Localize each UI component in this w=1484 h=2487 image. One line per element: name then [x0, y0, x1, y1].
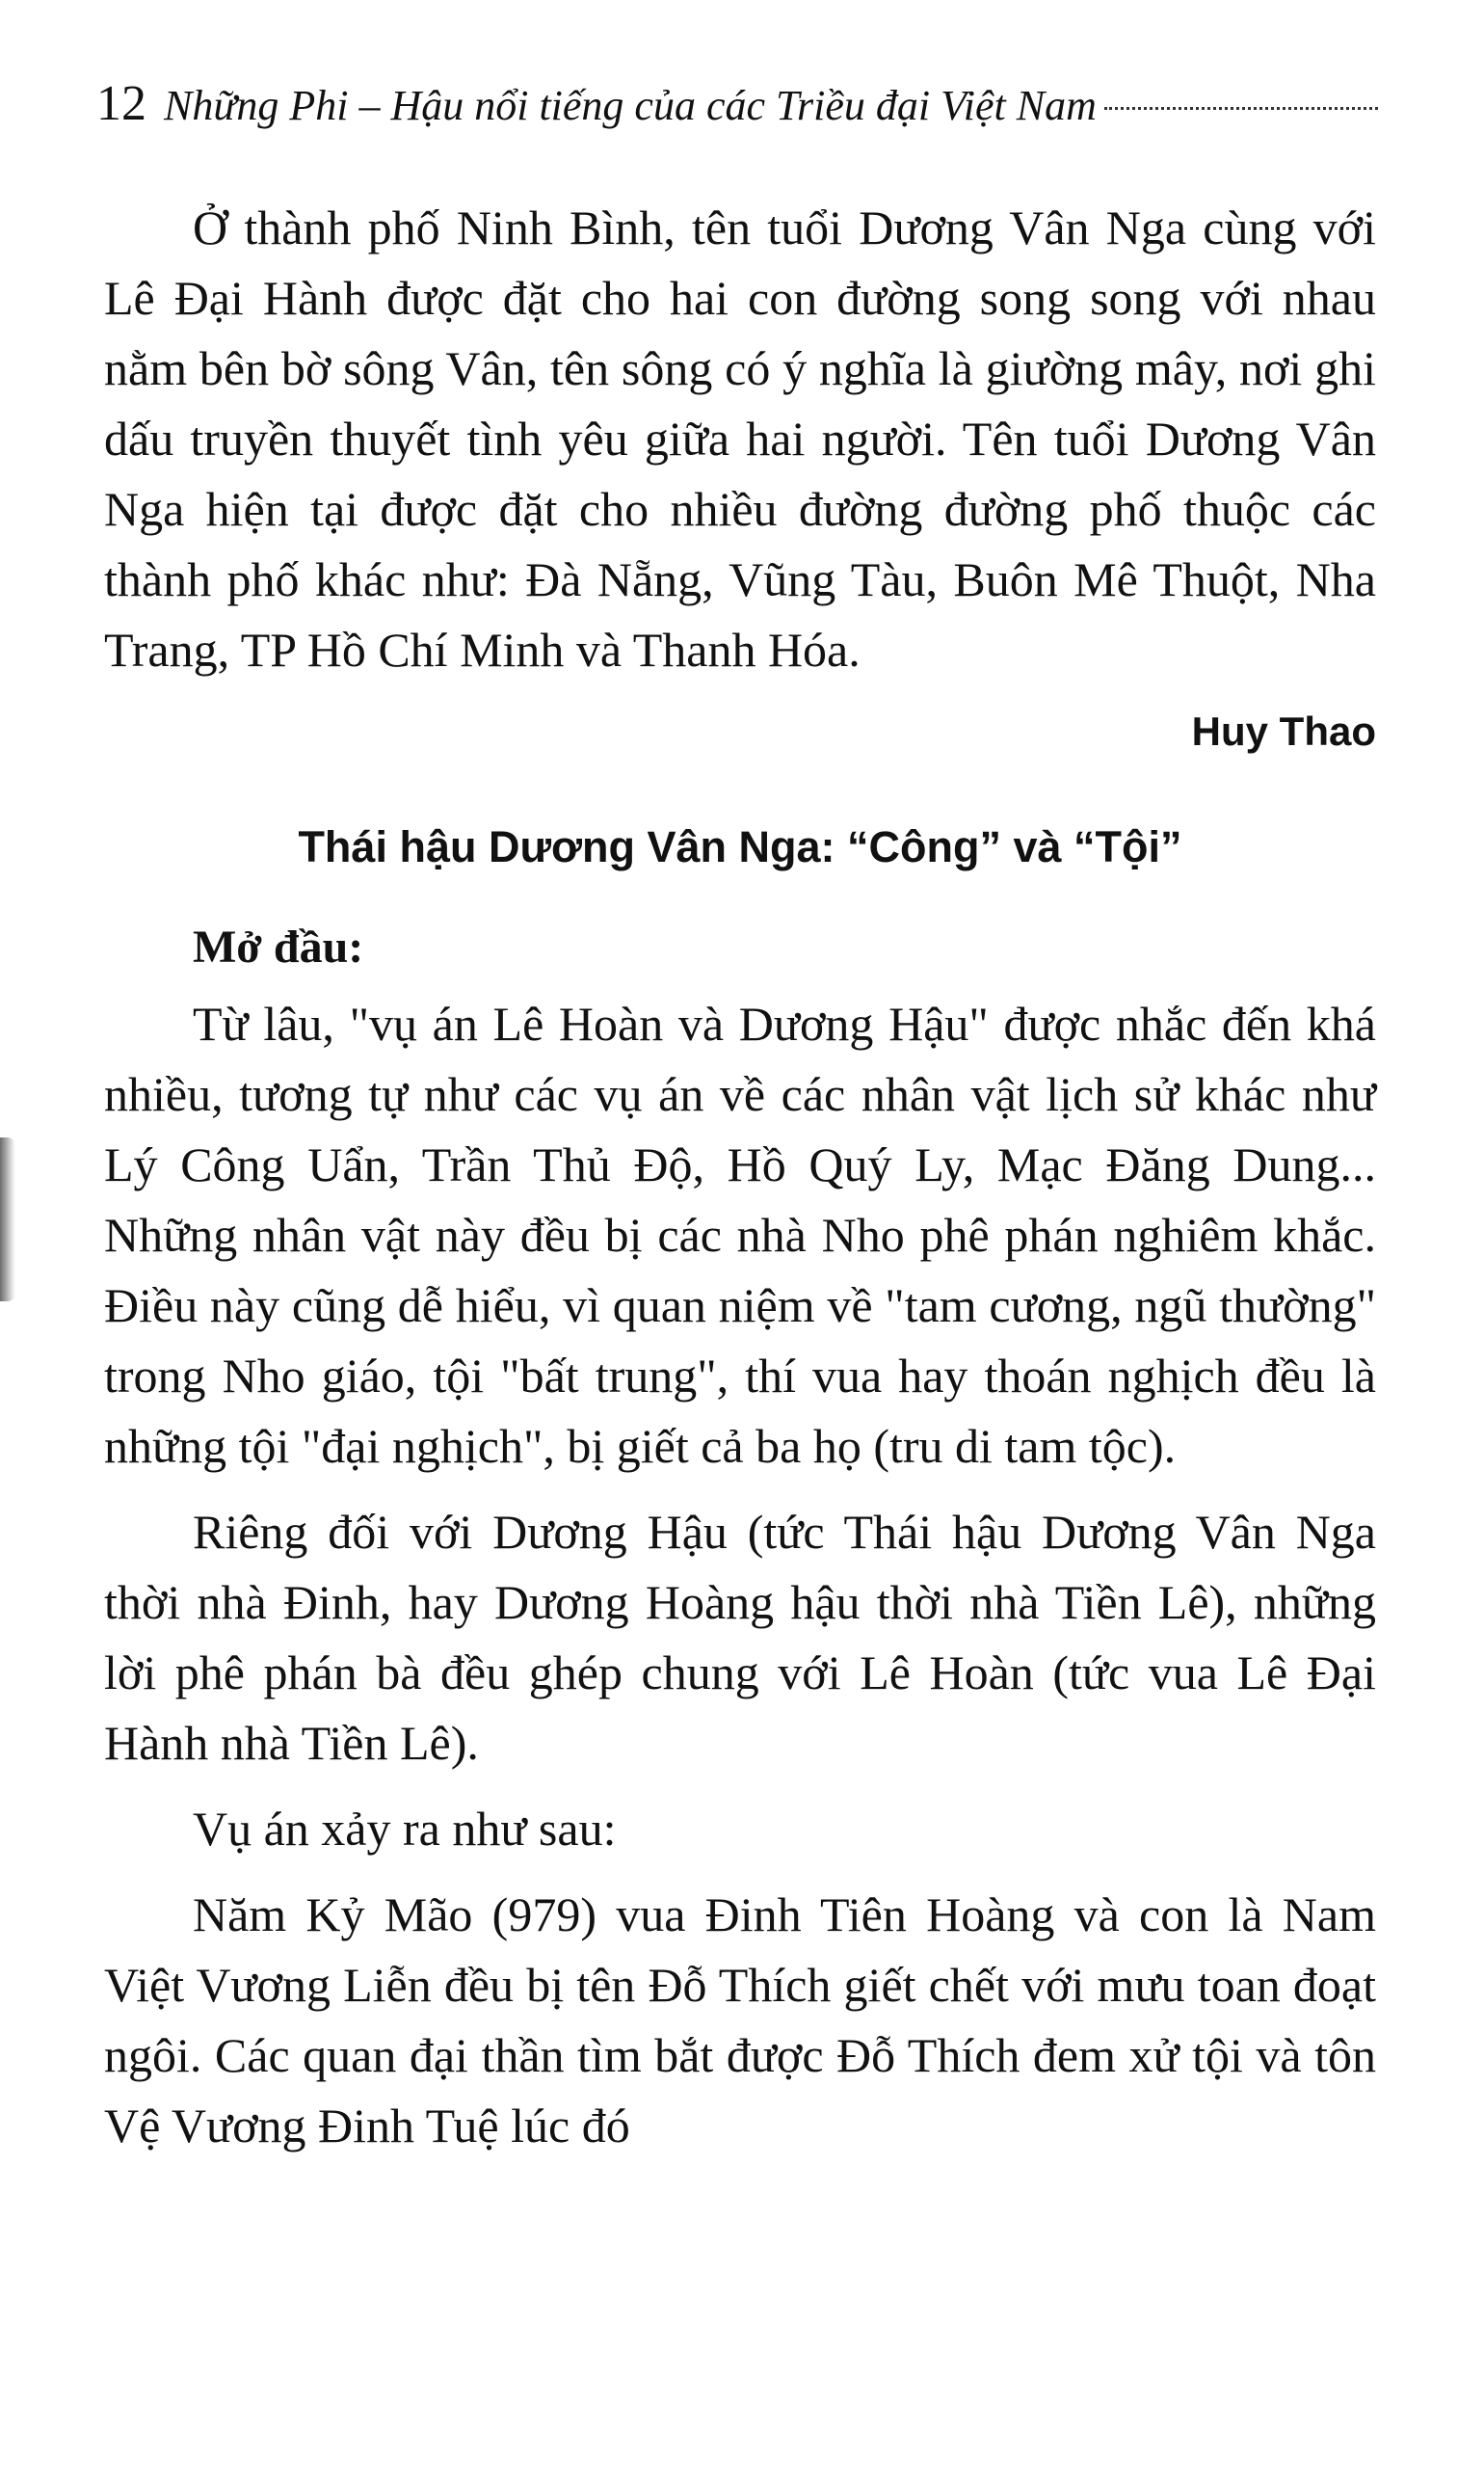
page-edge-shadow	[0, 1137, 15, 1301]
paragraph: Riêng đối với Dương Hậu (tức Thái hậu Dương Vân Nga thời nhà Đinh, hay Dương Hoàng hậu thời nhà Tiền Lê), những lời phê phán bà đều ghép chung với Lê Hoàn (tức vua Lê Đại Hành nhà Tiền Lê).	[104, 1505, 1376, 1770]
subheading: Mở đầu:	[193, 922, 364, 973]
author-name: Huy Thao	[1191, 709, 1376, 754]
running-header	[96, 75, 1378, 143]
page-content	[104, 193, 1376, 2161]
paragraph: Vụ án xảy ra như sau:	[193, 1802, 617, 1856]
paragraph: Từ lâu, "vụ án Lê Hoàn và Dương Hậu" được nhắc đến khá nhiều, tương tự như các vụ án về các nhân vật lịch sử khác như Lý Công Uẩn, Trần Thủ Độ, Hồ Quý Ly, Mạc Đăng Dung... Những nhân vật này đều bị các nhà Nho phê phán nghiêm khắc. Điều này cũng dễ hiểu, vì quan niệm về "tam cương, ngũ thường" trong Nho giáo, tội "bất trung", thí vua hay thoán nghịch đều là những tội "đại nghịch", bị giết cả ba họ (tru di tam tộc).	[104, 997, 1376, 1473]
paragraph: Năm Kỷ Mão (979) vua Đinh Tiên Hoàng và con là Nam Việt Vương Liễn đều bị tên Đỗ Thích giết chết với mưu toan đoạt ngôi. Các quan đại thần tìm bắt được Đỗ Thích đem xử tội và tôn Vệ Vương Đinh Tuệ lúc đó	[104, 1887, 1376, 2153]
paragraph: Ở thành phố Ninh Bình, tên tuổi Dương Vân Nga cùng với Lê Đại Hành được đặt cho hai con đường song song với nhau nằm bên bờ sông Vân, tên sông có ý nghĩa là giường mây, nơi ghi dấu truyền thuyết tình yêu giữa hai người. Tên tuổi Dương Vân Nga hiện tại được đặt cho nhiều đường đường phố thuộc các thành phố khác như: Đà Nẵng, Vũng Tàu, Buôn Mê Thuột, Nha Trang, TP Hồ Chí Minh và Thanh Hóa.	[104, 201, 1376, 677]
page-number: 12	[96, 76, 146, 131]
section-title: Thái hậu Dương Vân Nga: “Công” và “Tội”	[298, 822, 1182, 871]
book-title: Những Phi – Hậu nổi tiếng của các Triều đại Việt Nam	[164, 82, 1097, 129]
header-dotted-leader	[1104, 107, 1378, 110]
